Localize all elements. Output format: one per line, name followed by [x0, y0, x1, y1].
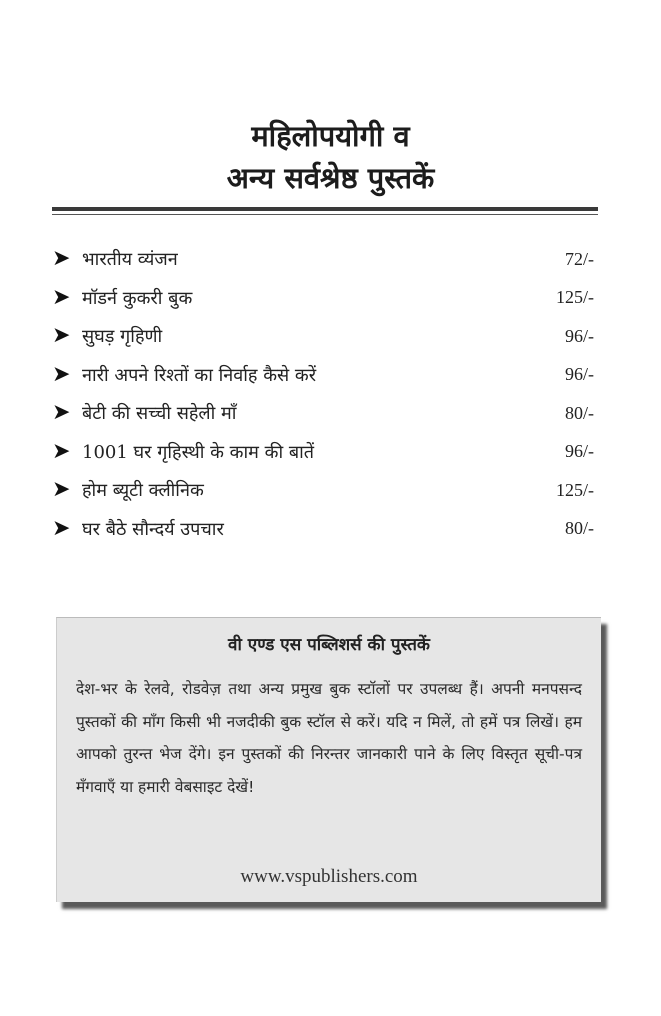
- page-title-line2: अन्य सर्वश्रेष्ठ पुस्तकें: [226, 161, 435, 195]
- list-item: [52, 317, 598, 356]
- title-divider-thick: [52, 207, 598, 211]
- publisher-box-title: वी एण्ड एस पब्लिशर्स की पुस्तकें: [228, 635, 430, 655]
- book-title: सुघड़ गृहिणी: [82, 326, 163, 348]
- list-item: [52, 471, 598, 510]
- book-price: 96/-: [565, 364, 594, 385]
- arrow-bullet-icon: ➤: [52, 284, 71, 310]
- publisher-box-body: देश-भर के रेलवे, रोडवेज़ तथा अन्य प्रमुख बुक स्टॉलों पर उपलब्ध हैं। अपनी मनपसन्द पुस्तकों की माँग किसी भी नजदीकी बुक स्टॉल से करें। यदि न मिलें, तो हमें पत्र लिखें। हम आपको तुरन्त भेज देंगे। इन पुस्तकों की निरन्तर जानकारी पाने के लिए विस्तृत सूची-पत्र मँगवाएँ या हमारी वेबसाइट देखें!: [76, 680, 582, 796]
- title-divider-thin: [52, 214, 598, 215]
- list-item: [52, 356, 598, 395]
- book-price: 96/-: [565, 441, 594, 462]
- book-title: मॉडर्न कुकरी बुक: [82, 287, 193, 309]
- book-price: 125/-: [556, 479, 594, 500]
- book-title: नारी अपने रिश्तों का निर्वाह कैसे करें: [82, 364, 317, 386]
- book-price: 80/-: [565, 518, 594, 539]
- book-list: [52, 240, 598, 548]
- arrow-bullet-icon: ➤: [52, 477, 71, 503]
- arrow-bullet-icon: ➤: [52, 361, 71, 387]
- book-price: 96/-: [565, 325, 594, 346]
- list-item: [52, 240, 598, 279]
- book-price: 80/-: [565, 402, 594, 423]
- publisher-info-box: [56, 617, 601, 902]
- list-item: [52, 394, 598, 433]
- book-title: बेटी की सच्ची सहेली माँ: [82, 403, 237, 425]
- arrow-bullet-icon: ➤: [52, 323, 71, 349]
- book-title: 1001 घर गृहिस्थी के काम की बातें: [82, 441, 315, 463]
- list-item: [52, 510, 598, 549]
- list-item: [52, 433, 598, 472]
- arrow-bullet-icon: ➤: [52, 515, 71, 541]
- book-price: 72/-: [565, 248, 594, 269]
- book-title: भारतीय व्यंजन: [82, 249, 178, 271]
- list-item: [52, 279, 598, 318]
- book-price: 125/-: [556, 287, 594, 308]
- book-title: घर बैठे सौन्दर्य उपचार: [82, 518, 224, 540]
- publisher-website: www.vspublishers.com: [240, 866, 418, 887]
- arrow-bullet-icon: ➤: [52, 438, 71, 464]
- book-title: होम ब्यूटी क्लीनिक: [82, 480, 204, 502]
- arrow-bullet-icon: ➤: [52, 400, 71, 426]
- arrow-bullet-icon: ➤: [52, 246, 71, 272]
- page-title-line1: महिलोपयोगी व: [251, 119, 410, 153]
